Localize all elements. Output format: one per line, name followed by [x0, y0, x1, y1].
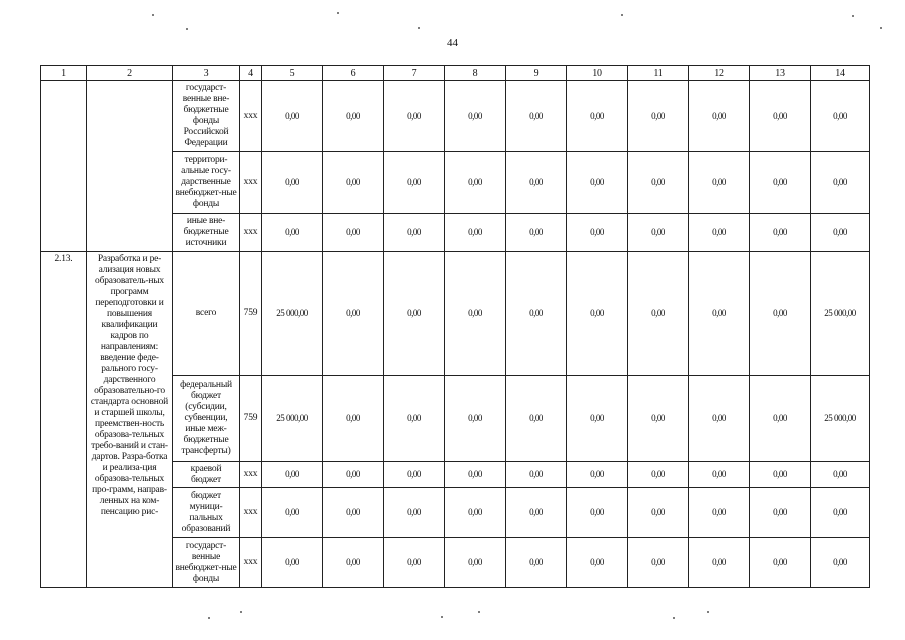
value-cell: 0,00	[628, 214, 689, 252]
scan-speck	[441, 616, 443, 618]
value-cell: 0,00	[689, 252, 750, 376]
table-row	[41, 81, 870, 152]
value-cell: 0,00	[506, 152, 567, 214]
source-cell: государст-венные вне-бюджетные фонды Российской Федерации	[173, 81, 240, 152]
scan-speck	[152, 14, 154, 16]
value-cell: 0,00	[323, 252, 384, 376]
value-cell: 0,00	[262, 214, 323, 252]
source-cell: бюджет муници-пальных образований	[173, 488, 240, 538]
value-cell: 25 000,00	[811, 376, 870, 462]
value-cell: 0,00	[750, 488, 811, 538]
header-cell: 1	[41, 66, 87, 81]
value-cell: 0,00	[445, 488, 506, 538]
header-cell: 2	[87, 66, 173, 81]
header-cell: 4	[240, 66, 262, 81]
value-cell: 0,00	[628, 538, 689, 588]
empty-index-cell	[41, 81, 87, 252]
value-cell: 0,00	[506, 252, 567, 376]
value-cell: 0,00	[628, 81, 689, 152]
source-cell: иные вне-бюджетные источники	[173, 214, 240, 252]
value-cell: 0,00	[689, 214, 750, 252]
value-cell: 0,00	[384, 376, 445, 462]
source-cell: всего	[173, 252, 240, 376]
header-cell: 9	[506, 66, 567, 81]
value-cell: 0,00	[689, 462, 750, 488]
value-cell: 0,00	[506, 214, 567, 252]
value-cell: 0,00	[689, 81, 750, 152]
value-cell: 0,00	[384, 152, 445, 214]
value-cell: 0,00	[262, 81, 323, 152]
value-cell: 25 000,00	[262, 252, 323, 376]
value-cell: 0,00	[811, 488, 870, 538]
scan-speck	[240, 611, 242, 613]
value-cell: 0,00	[689, 488, 750, 538]
value-cell: 0,00	[323, 462, 384, 488]
header-cell: 12	[689, 66, 750, 81]
value-cell: 0,00	[628, 488, 689, 538]
value-cell: 0,00	[384, 81, 445, 152]
value-cell: 0,00	[323, 488, 384, 538]
value-cell: 0,00	[445, 81, 506, 152]
value-cell: 0,00	[811, 214, 870, 252]
value-cell: 0,00	[445, 252, 506, 376]
value-cell: 0,00	[262, 462, 323, 488]
scan-speck	[880, 27, 882, 29]
value-cell: 0,00	[750, 252, 811, 376]
value-cell: 0,00	[750, 214, 811, 252]
page-number: 44	[447, 37, 458, 49]
scan-speck	[707, 611, 709, 613]
table-row	[41, 252, 870, 376]
value-cell: 0,00	[384, 488, 445, 538]
value-cell: 0,00	[567, 376, 628, 462]
code-cell: xxx	[240, 81, 262, 152]
value-cell: 0,00	[567, 488, 628, 538]
value-cell: 0,00	[445, 376, 506, 462]
value-cell: 0,00	[811, 462, 870, 488]
code-cell: xxx	[240, 214, 262, 252]
code-cell: 759	[240, 252, 262, 376]
scan-speck	[208, 617, 210, 619]
header-cell: 5	[262, 66, 323, 81]
scan-speck	[673, 617, 675, 619]
value-cell: 0,00	[811, 538, 870, 588]
value-cell: 0,00	[811, 81, 870, 152]
value-cell: 0,00	[811, 152, 870, 214]
value-cell: 0,00	[567, 214, 628, 252]
value-cell: 0,00	[445, 538, 506, 588]
header-cell: 8	[445, 66, 506, 81]
value-cell: 0,00	[384, 462, 445, 488]
value-cell: 0,00	[506, 462, 567, 488]
value-cell: 0,00	[750, 376, 811, 462]
code-cell: xxx	[240, 538, 262, 588]
value-cell: 0,00	[750, 538, 811, 588]
value-cell: 0,00	[567, 538, 628, 588]
header-cell: 3	[173, 66, 240, 81]
value-cell: 0,00	[567, 252, 628, 376]
value-cell: 0,00	[445, 214, 506, 252]
code-cell: xxx	[240, 152, 262, 214]
value-cell: 0,00	[323, 376, 384, 462]
value-cell: 0,00	[689, 152, 750, 214]
value-cell: 0,00	[628, 376, 689, 462]
value-cell: 0,00	[628, 462, 689, 488]
value-cell: 0,00	[262, 488, 323, 538]
scan-speck	[852, 15, 854, 17]
value-cell: 0,00	[567, 81, 628, 152]
code-cell: xxx	[240, 488, 262, 538]
header-cell: 7	[384, 66, 445, 81]
value-cell: 0,00	[628, 152, 689, 214]
value-cell: 0,00	[323, 152, 384, 214]
value-cell: 0,00	[323, 214, 384, 252]
scan-speck	[478, 611, 480, 613]
value-cell: 0,00	[506, 538, 567, 588]
empty-description-cell	[87, 81, 173, 252]
value-cell: 0,00	[262, 152, 323, 214]
header-cell: 13	[750, 66, 811, 81]
value-cell: 25 000,00	[262, 376, 323, 462]
value-cell: 0,00	[567, 462, 628, 488]
value-cell: 0,00	[750, 81, 811, 152]
code-cell: 759	[240, 376, 262, 462]
item-index: 2.13.	[41, 252, 87, 588]
value-cell: 0,00	[689, 538, 750, 588]
item-description: Разработка и ре-ализация новых образователь-ных программ переподготовки и повышения квалификации кадров по направлениям: введение феде-рального госу-дарственного образовательно-го стандарта основной и старшей школы, преемствен-ность образова-тельных требо-ваний и стан-дартов. Разра-ботка и реализа-ция образова-тельных про-грамм, направ-ленных на ком-пенсацию рис-	[87, 252, 173, 588]
budget-table	[40, 65, 870, 588]
source-cell: государст-венные внебюджет-ные фонды	[173, 538, 240, 588]
source-cell: краевой бюджет	[173, 462, 240, 488]
scan-speck	[186, 28, 188, 30]
scan-speck	[337, 12, 339, 14]
value-cell: 0,00	[445, 152, 506, 214]
scan-speck	[621, 14, 623, 16]
value-cell: 0,00	[384, 252, 445, 376]
value-cell: 0,00	[384, 538, 445, 588]
header-cell: 6	[323, 66, 384, 81]
value-cell: 0,00	[628, 252, 689, 376]
value-cell: 0,00	[750, 462, 811, 488]
scan-speck	[418, 27, 420, 29]
header-cell: 14	[811, 66, 870, 81]
source-cell: территори-альные госу-дарственные внебюджет-ные фонды	[173, 152, 240, 214]
value-cell: 0,00	[262, 538, 323, 588]
value-cell: 25 000,00	[811, 252, 870, 376]
header-cell: 11	[628, 66, 689, 81]
value-cell: 0,00	[384, 214, 445, 252]
value-cell: 0,00	[506, 81, 567, 152]
source-cell: федеральный бюджет (субсидии, субвенции, иные меж-бюджетные трансферты)	[173, 376, 240, 462]
value-cell: 0,00	[567, 152, 628, 214]
value-cell: 0,00	[323, 538, 384, 588]
code-cell: xxx	[240, 462, 262, 488]
value-cell: 0,00	[506, 376, 567, 462]
header-cell: 10	[567, 66, 628, 81]
value-cell: 0,00	[506, 488, 567, 538]
header-row	[41, 66, 870, 81]
value-cell: 0,00	[750, 152, 811, 214]
value-cell: 0,00	[323, 81, 384, 152]
value-cell: 0,00	[445, 462, 506, 488]
value-cell: 0,00	[689, 376, 750, 462]
